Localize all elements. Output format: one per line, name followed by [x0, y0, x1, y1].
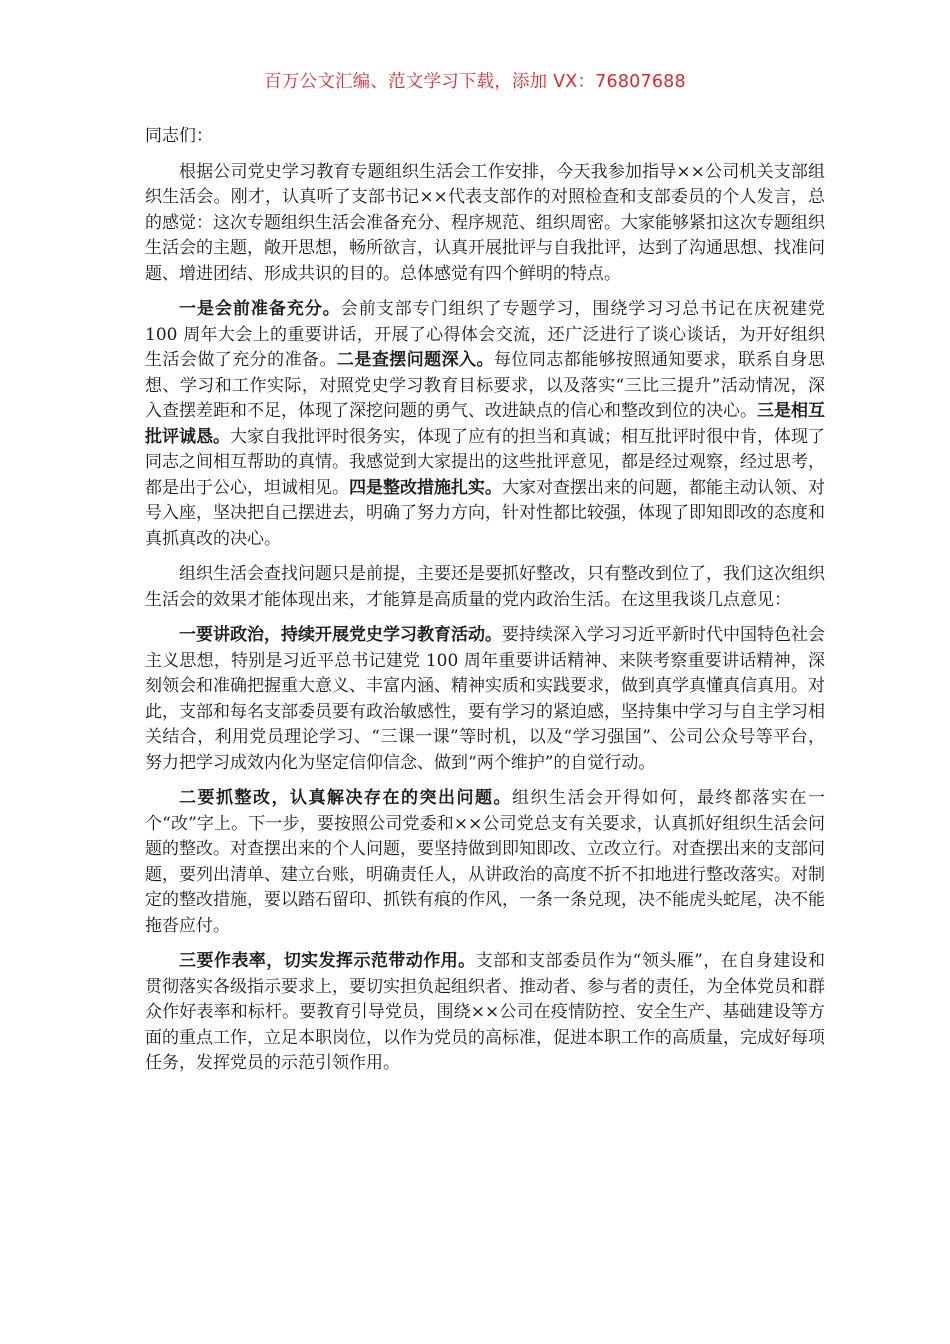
feature-heading-3: 三是相互批评诚恳。	[145, 401, 825, 447]
point-paragraph-3	[145, 949, 825, 1077]
watermark-banner: 百万公文汇编、范文学习下载，添加 VX：76807688	[264, 72, 686, 92]
feature-text-4: 大家对查摆出来的问题，都能主动认领、对号入座，坚决把自己摆进去，明确了努力方向，针对性都比较强，体现了即知即改的态度和真抓真改的决心。	[145, 477, 825, 549]
document-body	[145, 124, 825, 1087]
feature-heading-2: 二是查摆问题深入。	[336, 350, 494, 370]
point-heading: 一要讲政治，持续开展党史学习教育活动。	[179, 625, 502, 645]
feature-heading-4: 四是整改措施扎实。	[349, 477, 502, 498]
point-text: 组织生活会开得如何，最终都落实在一个“改”字上。下一步，要按照公司党委和××公司党总支有关要求，认真抓好组织生活会问题的整改。对查摆出来的个人问题，要坚持做到即知即改、立改立行。对查摆出来的支部问题，要列出清单、建立台账，明确责任人，从讲政治的高度不折不扣地进行整改落实。对制定的整改措施，要以踏石留印、抓铁有痕的作风，一条一条兑现，决不能虎头蛇尾，决不能拖沓应付。	[145, 788, 825, 936]
intro-paragraph: 根据公司党史学习教育专题组织生活会工作安排，今天我参加指导××公司机关支部组织生活会。刚才，认真听了支部书记××代表支部作的对照检查和支部委员的个人发言，总的感觉：这次专题组织生活会准备充分、程序规范、组织周密。大家能够紧扣这次专题组织生活会的主题，敞开思想，畅所欲言，认真开展批评与自我批评，达到了沟通思想、找准问题、增进团结、形成共识的目的。总体感觉有四个鲜明的特点。	[145, 161, 825, 284]
feature-text-2: 每位同志都能够按照通知要求，联系自身思想、学习和工作实际，对照党史学习教育目标要求，以及落实“三比三提升”活动情况，深入查摆差距和不足，体现了深挖问题的勇气、改进缺点的信心和整改到位的决心。	[145, 350, 826, 421]
point-paragraph-2	[145, 786, 825, 939]
point-paragraph-1	[145, 623, 825, 776]
feature-text-1: 会前支部专门组织了专题学习，围绕学习习总书记在庆祝建党 100 周年大会上的重要讲话，开展了心得体会交流，还广泛进行了谈心谈话，为开好组织生活会做了充分的准备。	[145, 299, 826, 370]
point-text: 支部和支部委员作为“领头雁”，在自身建设和贯彻落实各级指示要求上，要切实担负起组织者、推动者、参与者的责任，为全体党员和群众作好表率和标杆。要教育引导党员，围绕××公司在疫情防控、安全生产、基础建设等方面的重点工作，立足本职岗位，以作为党员的高标准，促进本职工作的高质量，完成好每项任务，发挥党员的示范引领作用。	[145, 951, 825, 1073]
feature-heading-1: 一是会前准备充分。	[179, 299, 341, 319]
transition-paragraph: 组织生活会查找问题只是前提，主要还是要抓好整改，只有整改到位了，我们这次组织生活会的效果才能体现出来，才能算是高质量的党内政治生活。在这里我谈几点意见：	[145, 564, 825, 610]
point-text: 要持续深入学习习近平新时代中国特色社会主义思想，特别是习近平总书记建党 100 周年重要讲话精神、来陕考察重要讲话精神，深刻领会和准确把握重大意义、丰富内涵、精神实质和实践要求，做到真学真懂真信真用。对此，支部和每名支部委员要有政治敏感性，要有学习的紧迫感，坚持集中学习与自主学习相关结合，利用党员理论学习、“三课一课”等时机，以及“学习强国”、公司公众号等平台，努力把学习成效内化为坚定信仰信念、做到“两个维护”的自觉行动。	[145, 625, 825, 773]
feature-text-3: 大家自我批评时很务实，体现了应有的担当和真诚；相互批评时很中肯，体现了同志之间相互帮助的真情。我感觉到大家提出的这些批评意见，都是经过观察，经过思考，都是出于公心，坦诚相见。	[145, 426, 825, 498]
point-heading: 三要作表率，切实发挥示范带动作用。	[179, 951, 476, 971]
salutation: 同志们：	[145, 126, 213, 146]
features-paragraph	[145, 297, 825, 552]
point-heading: 二要抓整改，认真解决存在的突出问题。	[179, 788, 512, 808]
